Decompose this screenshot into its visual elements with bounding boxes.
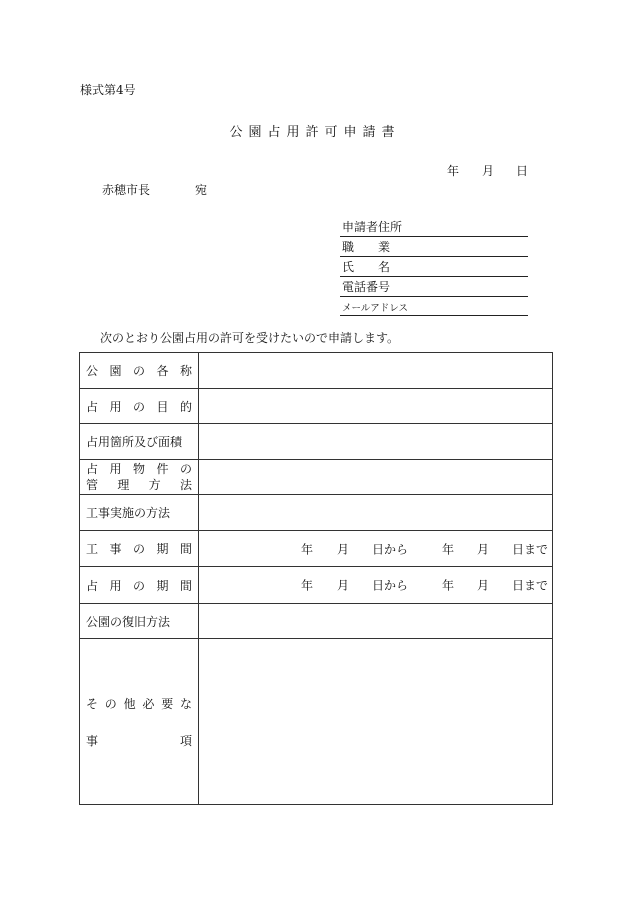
occupancy-period-input[interactable]	[199, 567, 553, 604]
label-char: 占	[86, 578, 99, 593]
label-char: 工	[86, 542, 99, 556]
label-char: 用	[109, 462, 122, 476]
period-from: 日から	[372, 578, 409, 593]
occupancy-period-label	[80, 567, 199, 604]
applicant-email-field[interactable]	[340, 297, 528, 316]
label-char: の	[132, 542, 145, 556]
label-char: な	[179, 696, 192, 711]
management-input[interactable]	[199, 460, 553, 495]
period-month: 月	[477, 578, 490, 593]
period-month: 月	[477, 542, 490, 556]
label-char: 他	[123, 696, 136, 711]
park-name-input[interactable]	[199, 353, 553, 389]
label-char: 各	[156, 364, 169, 378]
label-char: 間	[179, 578, 192, 593]
applicant-occupation-label: 職 業	[342, 240, 391, 254]
applicant-occupation-field[interactable]	[340, 238, 528, 257]
intro-text: 次のとおり公園占用の許可を受けたいので申請します。	[100, 331, 400, 345]
applicant-name-field[interactable]	[340, 258, 528, 277]
label-char: そ	[86, 696, 99, 711]
label-char: の	[179, 462, 192, 476]
row-park-name	[80, 353, 553, 389]
construction-method-input[interactable]	[199, 495, 553, 531]
period-month: 月	[337, 542, 350, 556]
label-text: 公園の復旧方法	[86, 614, 171, 629]
period-year: 年	[442, 578, 455, 593]
label-char: の	[132, 364, 145, 378]
date-day-label: 日	[516, 164, 529, 178]
label-char: 用	[109, 399, 122, 414]
label-char: 用	[109, 578, 122, 593]
label-char: 項	[179, 733, 192, 748]
construction-method-label	[80, 495, 199, 531]
period-year: 年	[301, 578, 314, 593]
park-name-label	[80, 353, 199, 389]
row-construction-period	[80, 531, 553, 567]
label-char: 占	[86, 399, 99, 414]
construction-period-input[interactable]	[199, 531, 553, 567]
form-title: 公園占用許可申請書	[229, 125, 401, 140]
label-char: 事	[86, 733, 99, 748]
label-char: の	[132, 578, 145, 593]
location-area-input[interactable]	[199, 424, 553, 460]
label-char: 事	[109, 542, 122, 556]
row-notes	[80, 639, 553, 805]
row-occupancy-period	[80, 567, 553, 604]
applicant-name-label: 氏 名	[342, 260, 391, 274]
row-purpose	[80, 389, 553, 424]
label-char: の	[104, 696, 117, 711]
notes-input[interactable]	[199, 639, 553, 805]
restoration-label	[80, 604, 199, 639]
date-month-label: 月	[482, 164, 495, 178]
label-char: 園	[109, 364, 122, 378]
label-text: 占用箇所及び面積	[86, 435, 183, 449]
label-char: 物	[132, 462, 145, 476]
label-char: 理	[117, 478, 130, 492]
period-month: 月	[337, 578, 350, 593]
applicant-email-label: メールアドレス	[342, 303, 409, 314]
construction-period-label	[80, 531, 199, 567]
application-table	[79, 352, 553, 805]
label-char: 件	[156, 462, 169, 476]
applicant-phone-label: 電話番号	[342, 280, 391, 294]
label-char: 目	[156, 399, 169, 414]
label-char: 管	[86, 478, 99, 492]
form-number: 様式第4号	[80, 83, 136, 97]
label-char: 公	[86, 364, 99, 378]
period-year: 年	[301, 542, 314, 556]
label-char: 占	[86, 462, 99, 476]
applicant-address-label: 申請者住所	[342, 220, 403, 234]
row-location-area	[80, 424, 553, 460]
label-char: 期	[156, 542, 169, 556]
label-char: 要	[161, 696, 174, 711]
period-until: 日まで	[512, 578, 549, 593]
label-char: 方	[148, 478, 161, 492]
label-char: 称	[179, 364, 192, 378]
label-char: 必	[142, 696, 155, 711]
row-construction-method	[80, 495, 553, 531]
period-from: 日から	[372, 542, 409, 556]
notes-label	[80, 639, 199, 805]
management-label	[80, 460, 199, 495]
label-char: 間	[179, 542, 192, 556]
restoration-input[interactable]	[199, 604, 553, 639]
addressee-honorific: 宛	[195, 183, 208, 197]
purpose-input[interactable]	[199, 389, 553, 424]
applicant-phone-field[interactable]	[340, 278, 528, 297]
label-char: 法	[179, 478, 192, 492]
period-year: 年	[442, 542, 455, 556]
addressee-name: 赤穂市長	[102, 183, 151, 197]
row-restoration	[80, 604, 553, 639]
date-year-label: 年	[447, 164, 460, 178]
label-char: の	[132, 399, 145, 414]
label-char: 期	[156, 578, 169, 593]
purpose-label	[80, 389, 199, 424]
label-char: 的	[179, 399, 192, 414]
location-area-label	[80, 424, 199, 460]
period-until: 日まで	[512, 542, 549, 556]
applicant-address-field[interactable]	[340, 218, 528, 237]
label-text: 工事実施の方法	[86, 506, 171, 520]
row-management	[80, 460, 553, 495]
